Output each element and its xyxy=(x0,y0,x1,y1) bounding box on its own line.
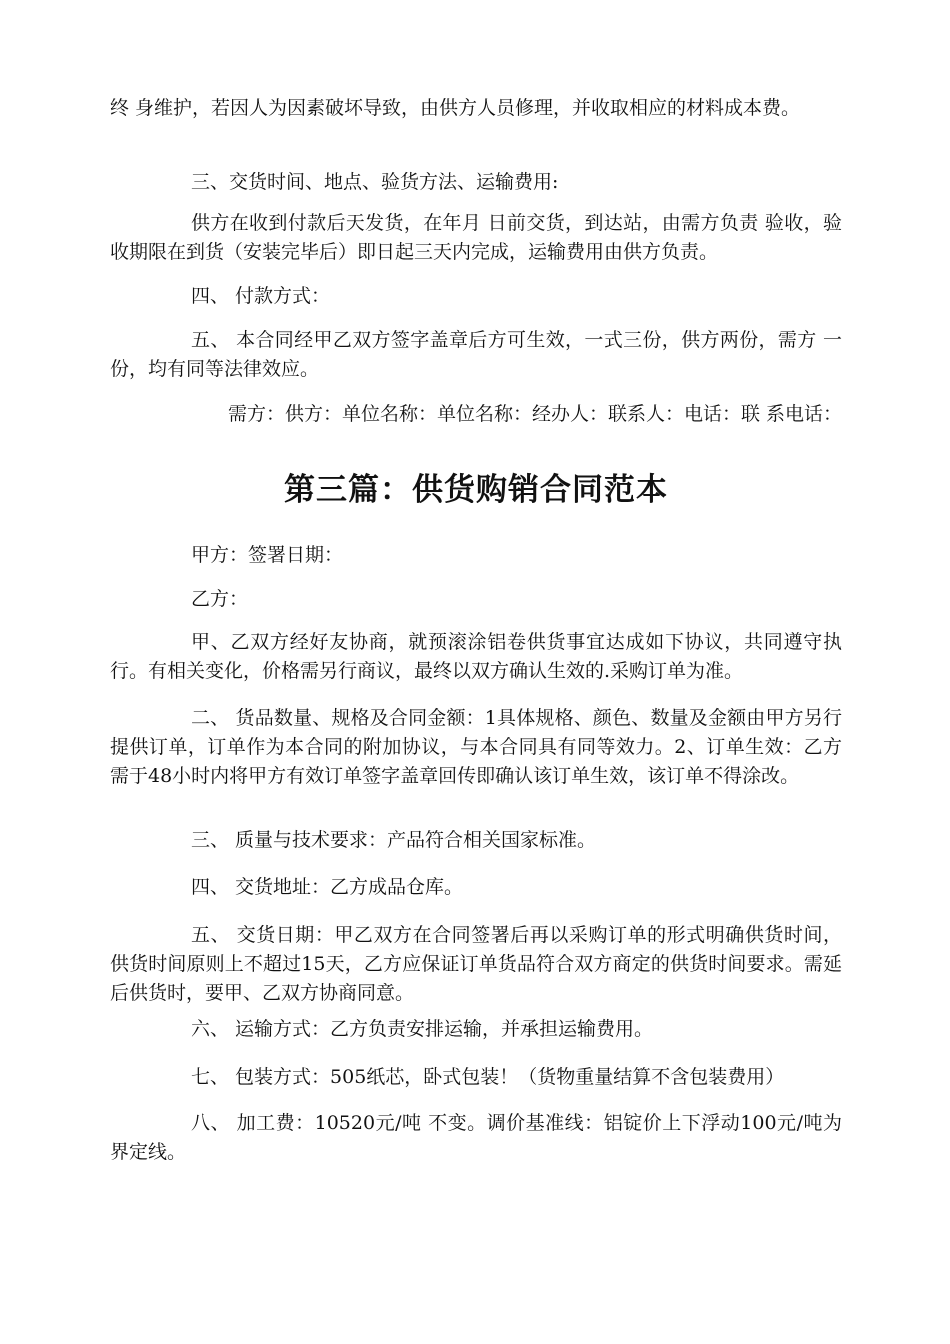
paragraph-delivery-heading: 三、交货时间、地点、验货方法、运输费用: xyxy=(191,171,559,193)
party-a-line: 甲方：签署日期： xyxy=(191,544,344,566)
clause-quantity-spec: 二、 货品数量、规格及合同金额：1具体规格、颜色、数量及金额由甲方另行提供订单，订单作为本合同的附加协议，与本合同具有同等效力。2、订单生效：乙方需于48小时内将甲方有效订单签字盖章回传即确认该订单生效，该订单不得涂改。 xyxy=(110,707,842,787)
signature-block: 需方：供方：单位名称：单位名称：经办人：联系人：电话：联 系电话： xyxy=(227,403,842,425)
section-title: 第三篇：供货购销合同范本 xyxy=(284,472,668,508)
paragraph-payment-method: 四、 付款方式： xyxy=(191,285,331,307)
paragraph-delivery-terms: 供方在收到付款后天发货，在年月 日前交货，到达站，由需方负责 验收，验收期限在到货（安装完毕后）即日起三天内完成，运输费用由供方负责。 xyxy=(110,212,842,263)
clause-quality: 三、 质量与技术要求：产品符合相关国家标准。 xyxy=(191,829,597,851)
clause-processing-fee: 八、 加工费：10520元/吨 不变。调价基准线：铝锭价上下浮动100元/吨为界定线。 xyxy=(110,1112,842,1163)
paragraph-effectiveness: 五、 本合同经甲乙双方签字盖章后方可生效，一式三份，供方两份，需方 一份，均有同等法律效应。 xyxy=(110,329,842,380)
paragraph-agreement-intro: 甲、乙双方经好友协商，就预滚涂铝卷供货事宜达成如下协议，共同遵守执行。有相关变化，价格需另行商议，最终以双方确认生效的.采购订单为准。 xyxy=(110,631,842,682)
clause-delivery-address: 四、 交货地址：乙方成品仓库。 xyxy=(191,876,464,898)
paragraph-maintenance: 终 身维护，若因人为因素破坏导致，由供方人员修理，并收取相应的材料成本费。 xyxy=(110,97,801,119)
party-b-line: 乙方： xyxy=(191,588,249,610)
clause-delivery-date: 五、 交货日期：甲乙双方在合同签署后再以采购订单的形式明确供货时间，供货时间原则上不超过15天，乙方应保证订单货品符合双方商定的供货时间要求。需延后供货时，要甲、乙双方协商同意。 xyxy=(110,924,842,1004)
clause-transport: 六、 运输方式：乙方负责安排运输，并承担运输费用。 xyxy=(191,1018,654,1040)
clause-packaging: 七、 包装方式：505纸芯，卧式包装！（货物重量结算不含包装费用） xyxy=(191,1066,785,1088)
